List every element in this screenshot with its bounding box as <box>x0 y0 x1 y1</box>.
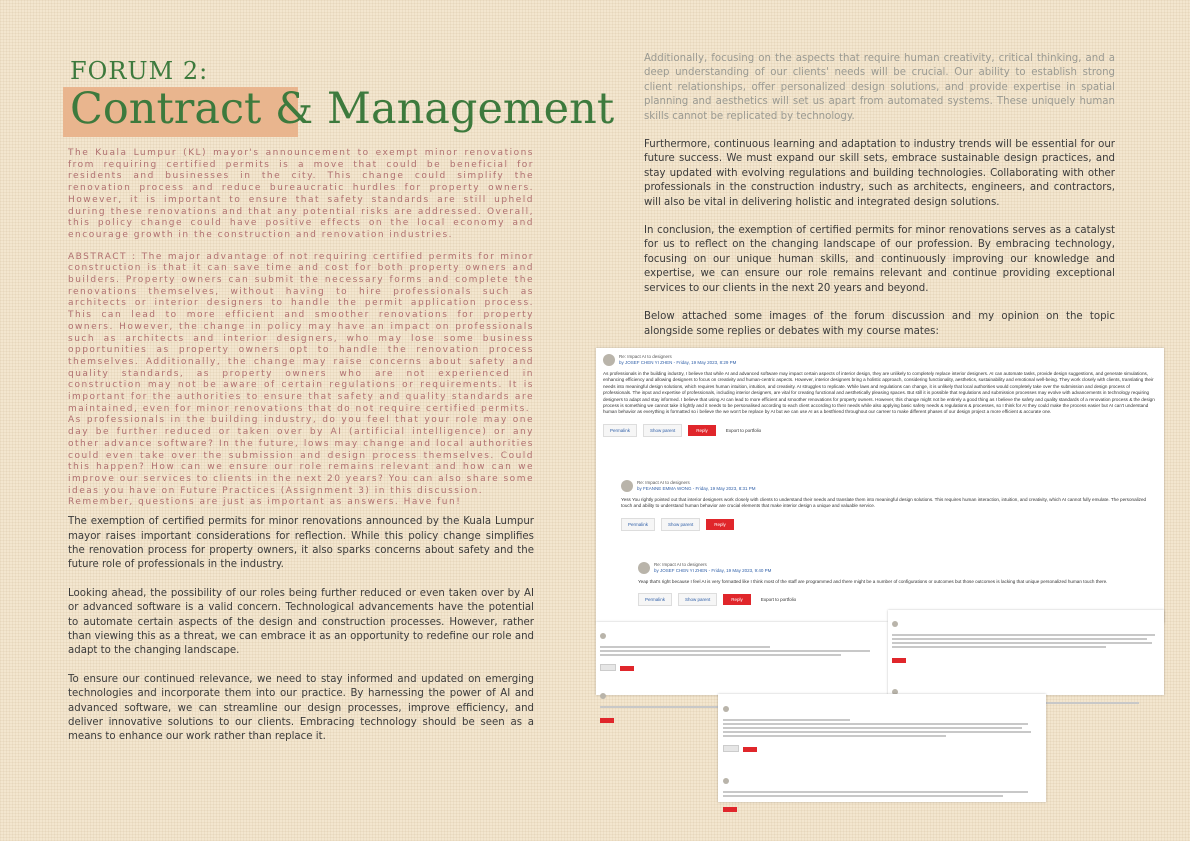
text-line <box>600 650 870 652</box>
avatar <box>723 778 729 784</box>
right-column <box>644 52 1115 353</box>
response-paragraph: Looking ahead, the possibility of our roles being further reduced or even taken over by AI or advanced software is a valid concern. Technological advancements have the potential to automate certain aspects of the design and construction processes. However, rather than viewing this as a threat, we can embrace it as an opportunity to redefine our role and adapt to the changing landscape. <box>68 587 534 657</box>
reply-button[interactable] <box>600 718 614 723</box>
avatar <box>892 621 898 627</box>
permalink-button[interactable] <box>600 664 616 671</box>
post-byline: by JOSEF CHEN YI ZHEN - Friday, 19 May 2023, 8:29 PM <box>619 360 737 365</box>
forum-post <box>603 354 1158 437</box>
export-portfolio-button[interactable]: Export to portfolio <box>725 427 762 433</box>
permalink-button[interactable]: Permalink <box>638 593 672 606</box>
avatar <box>723 706 729 712</box>
response-paragraph: Furthermore, continuous learning and adaptation to industry trends will be essential for our future success. We must expand our skill sets, embrace sustainable design practices, and stay updated with evolving regulations and building technologies. Collaborating with other professionals in the construction industry, such as architects, engineers, and contractors, will also be vital in delivering holistic and integrated design solutions. <box>644 139 1115 208</box>
text-line <box>892 638 1147 640</box>
prompt-paragraph: Remember, questions are just as important as answers. Have fun! <box>68 497 462 508</box>
post-title[interactable]: Re: Impact AI to designers <box>619 354 672 359</box>
show-parent-button[interactable]: Show parent <box>661 518 700 531</box>
text-line <box>892 646 1106 648</box>
forum-thumbnail <box>596 622 888 695</box>
permalink-button[interactable]: Permalink <box>621 518 655 531</box>
text-line <box>723 727 1022 729</box>
reply-button[interactable] <box>892 658 906 663</box>
show-parent-button[interactable]: Show parent <box>678 593 717 606</box>
prompt-paragraph: The Kuala Lumpur (KL) mayor's announcement to exempt minor renovations from requiring certified permits is a move that could be beneficial for residents and businesses in the city. This change could simplify the renovation process and reduce bureaucratic hurdles for property owners. However, it is important to ensure that safety standards are still upheld during these renovations and that any potential risks are addressed. Overall, this policy change could have positive effects on the local economy and encourage growth in the construction and renovation industries. <box>68 148 534 240</box>
post-byline: by JOSEF CHEN YI ZHEN - Friday, 19 May 2023, 9:40 PM <box>654 568 772 573</box>
text-line <box>723 731 1031 733</box>
reply-button[interactable]: Reply <box>688 425 716 436</box>
reply-button[interactable] <box>723 807 737 812</box>
export-portfolio-button[interactable]: Export to portfolio <box>760 597 797 603</box>
avatar <box>638 562 650 574</box>
page-title: Contract & Management <box>70 84 615 134</box>
avatar <box>603 354 615 366</box>
prompt-paragraph: ABSTRACT : The major advantage of not requiring certified permits for minor construction is that it can save time and cost for both property owners and builders. Property owners can submit the necessary forms and complete the renovations themselves, without having to hire professionals such as architects or interior designers to handle the permit application process. This can lead to more efficient and smoother renovations for property owners. However, the change in policy may have an impact on professionals such as architects and interior designers, who may lose some business opportunities as property owners opt to handle the renovation process themselves. Additionally, the change may raise concerns about safety and quality standards, as property owners who are not experienced in construction may not be aware of certain regulations or requirements. It is important for the authorities to ensure that safety and quality standards are maintained, even for minor renovations that do not require certified permits. <box>68 251 534 414</box>
text-line <box>723 735 946 737</box>
prompt-paragraph: As professionals in the building industry, do you feel that your role may one day be further reduced or taken over by AI (artificial intelligence) or any other advance software? In the future, lows may change and local authorities could even take over the submission and design process themselves. Could this happen? How can we ensure our role remains relevant and how can we improve our services to clients in the next 20 years? You can also share some ideas you have on Future Practices (Assignment 3) in this discussion. <box>68 415 534 496</box>
text-line <box>723 795 1003 797</box>
forum-thumbnail <box>888 610 1164 695</box>
left-column <box>68 148 534 759</box>
response-paragraph: In conclusion, the exemption of certified permits for minor renovations serves as a catalyst for us to reflect on the changing landscape of our profession. By embracing technology, focusing on our unique human skills, and continuously improving our knowledge and expertise, we can ensure our role remains relevant and continue providing exceptional services to our clients in the next 20 years and beyond. <box>644 225 1115 294</box>
text-line <box>600 646 770 648</box>
text-line <box>600 654 841 656</box>
post-title[interactable]: Re: Impact AI to designers <box>654 562 707 567</box>
text-line <box>892 642 1152 644</box>
text-line <box>723 791 1028 793</box>
response-paragraph: The exemption of certified permits for minor renovations announced by the Kuala Lumpur mayor raises important considerations for reflection. While this policy change simplifies the renovation process for property owners, it also sparks concerns about safety and the future role of professionals in the industry. <box>68 516 534 571</box>
forum-thumbnail <box>718 694 1046 802</box>
forum-post <box>621 480 1156 531</box>
forum-post <box>638 562 1156 606</box>
avatar <box>600 633 606 639</box>
forum-screenshot <box>596 348 1164 623</box>
text-line <box>892 634 1155 636</box>
reply-button[interactable] <box>743 747 757 752</box>
response-paragraph: Additionally, focusing on the aspects that require human creativity, critical thinking, and a deep understanding of our clients' needs will be crucial. Our ability to establish strong client relationships, offer personalized design solutions, and provide expertise in spatial planning and aesthetics will set us apart from automated systems. These uniquely human skills cannot be replicated by technology. <box>644 53 1115 122</box>
avatar <box>600 693 606 699</box>
post-byline: by FEANNE EMMA WONG - Friday, 19 May 2023, 8:31 PM <box>637 486 756 491</box>
post-body: Yeap that's right because I feel AI is very formatted like I think most of the staff are programmed and there might be a number of configurations or outcomes but those outcomes is lacking that unique personalized human touch there. <box>638 579 1108 584</box>
post-body: Yess You rightly pointed out that interior designers work closely with clients to understand their needs and translate them into meaningful design solutions. This requires human interaction, intuition, and creativity, which AI cannot fully emulate. The personalized touch and ability to understand human behavior are crucial elements that make interior design a unique and valuable service. <box>621 497 1147 509</box>
attachment-intro: Below attached some images of the forum discussion and my opinion on the topic alongside some replies or debates with my course mates: <box>644 311 1115 337</box>
post-title[interactable]: Re: Impact AI to designers <box>637 480 690 485</box>
post-body: As professionals in the building industry, I believe that while AI and advanced software may impact certain aspects of interior design, they are unlikely to completely replace interior designers. AI can automate tasks, provide design suggestions, and generate simulations, enhancing efficiency and allowing designers to focus on creativity and human-centric aspects. However, interior designers bring a holistic approach, considering functionality, aesthetics, sustainability and emotional well-being. They work closely with clients, translating their needs into meaningful design solutions, which requires human intuition, intuition, and creativity. AI struggles to replicate. While laws and regulations can change, it is unlikely that local authorities would completely take over the submission and design process of professionals. The input and expertise of professionals, including interior designers, are vital for creating functional and aesthetically pleasing spaces. But still it is possible that regulations and submission processes may evolve with advancements in technology requiring designers to adapt and stay informed. I believe that using AI can lead to more efficient and smoother renovations for property owners. However, this change might not be entirely a good thing as I believe the safety and quality standards of a renovation process & the design process is something we cannot take it lightly and it needs to be personalised according to each client according to their needs while also applying basic safety needs & regulations & processes, so I think for AI they could make the process easier but AI can't understand human behavior as everything is formatted so i believe the we won't be replace by AI but we can use AI as a bestfriend throughout our carreer to make different phases of our design project a more efficient & accurate one. <box>603 371 1155 415</box>
permalink-button[interactable] <box>723 745 739 752</box>
reply-button[interactable] <box>620 666 634 671</box>
text-line <box>723 719 850 721</box>
avatar <box>621 480 633 492</box>
permalink-button[interactable]: Permalink <box>603 424 637 437</box>
text-line <box>723 723 1028 725</box>
reply-button[interactable]: Reply <box>706 519 734 530</box>
show-parent-button[interactable]: Show parent <box>643 424 682 437</box>
reply-button[interactable]: Reply <box>723 594 751 605</box>
response-paragraph: To ensure our continued relevance, we need to stay informed and updated on emerging technologies and incorporate them into our practice. By harnessing the power of AI and advanced software, we can streamline our design processes, improve efficiency, and deliver innovative solutions to our clients. Embracing technology should be seen as a means to enhance our work rather than replace it. <box>68 673 534 743</box>
forum-label: FORUM 2: <box>70 57 209 85</box>
